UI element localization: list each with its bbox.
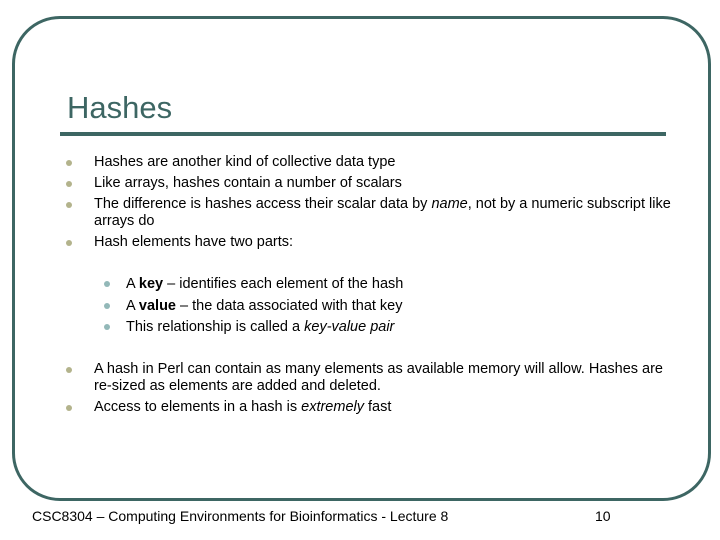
sub-bullet (126, 319, 394, 336)
bullet-text: The difference is hashes access their scalar data by (94, 196, 432, 212)
sub-bullet-icon (104, 324, 110, 330)
bullet (94, 399, 674, 416)
text: A (126, 298, 139, 314)
bullet-text: Hashes are another kind of collective data type (94, 154, 396, 170)
bullet-text: Access to elements in a hash is (94, 399, 302, 415)
sub-bullet-icon (104, 281, 110, 287)
bullet-icon (66, 240, 72, 246)
bullet-icon (66, 202, 72, 208)
bullet-text: A hash in Perl can contain as many elements as available memory will allow. Hashes are re-sized as elements are added and deleted. (94, 361, 663, 394)
bullet-icon (66, 367, 72, 373)
bullet-emphasis: extremely (301, 399, 364, 415)
bullet-icon (66, 405, 72, 411)
sub-bullet-icon (104, 303, 110, 309)
page-number: 10 (595, 508, 611, 524)
bullet-text: Hash elements have two parts: (94, 234, 294, 250)
title-divider (60, 132, 666, 136)
text: – the data associated with that key (176, 298, 403, 314)
bullet-icon (66, 181, 72, 187)
bullet (94, 154, 674, 171)
text: A (126, 276, 139, 292)
slide-title: Hashes (67, 90, 173, 125)
bullet (94, 196, 674, 230)
sub-bullet (126, 276, 403, 293)
sub-bullet (126, 298, 403, 315)
bullet-text: , not by a numeric subscript like arrays do (94, 196, 671, 229)
bullet-emphasis: name (431, 196, 468, 212)
bold-term: value (138, 298, 176, 314)
bullet (94, 175, 674, 192)
text: – identifies each element of the hash (163, 276, 404, 292)
bullet-icon (66, 160, 72, 166)
emphasis: key-value pair (304, 319, 395, 335)
text: This relationship is called a (126, 319, 305, 335)
slide-frame (12, 16, 711, 501)
bullet-text: Like arrays, hashes contain a number of scalars (94, 175, 402, 191)
bullet (94, 361, 674, 395)
bold-term: key (138, 276, 164, 292)
bullet (94, 234, 674, 251)
footer-course: CSC8304 – Computing Environments for Bioinformatics - Lecture 8 (32, 508, 449, 524)
bullet-text: fast (364, 399, 392, 415)
